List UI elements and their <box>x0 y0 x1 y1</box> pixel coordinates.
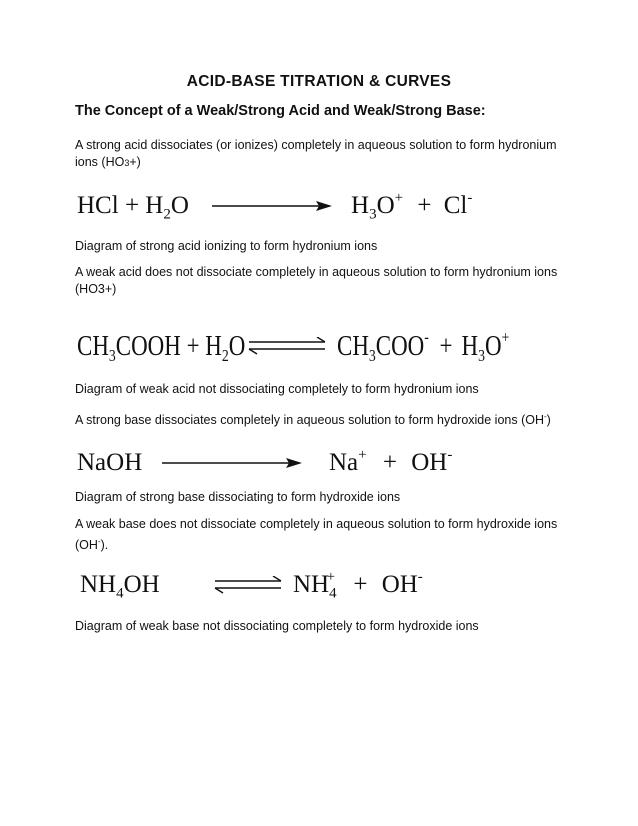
eq2-product-acetate: $CH_3COO^-$ <box>337 327 429 365</box>
forward-arrow-icon <box>212 198 332 214</box>
eq4-product-ammonium: $NH_4^+$ <box>293 568 337 602</box>
eq2-reactant-acetic-acid: $CH_3COOH$ <box>77 331 181 365</box>
strong-acid-caption: Diagram of strong acid ionizing to form hydronium ions <box>75 239 378 253</box>
eq4-product-hydroxide: OH- <box>381 568 423 598</box>
eq1-product-chloride: Cl- <box>443 189 473 219</box>
weak-base-caption: Diagram of weak base not dissociating completely to form hydroxide ions <box>75 619 479 633</box>
strong-base-description: A strong base dissociates completely in aqueous solution to form hydroxide ions (OH-) <box>75 412 551 428</box>
eq1-product-hydronium: $H_3O^+$ <box>351 189 404 223</box>
eq3-reactant-naoh: NaOH <box>77 449 143 476</box>
eq1-reactant-hcl: HCl <box>77 192 119 219</box>
weak-base-description: A weak base does not dissociate completely in aqueous solution to form hydroxide ions (OH-). <box>75 517 558 553</box>
page-title: ACID-BASE TITRATION & CURVES <box>186 73 452 90</box>
weak-acid-caption: Diagram of weak acid not dissociating completely to form hydronium ions <box>75 382 479 396</box>
weak-acid-description: A weak acid does not dissociate completely in aqueous solution to form hydronium ions (HO3+) <box>75 265 558 296</box>
forward-arrow-icon <box>162 455 302 471</box>
eq3-product-hydroxide: OH- <box>411 446 453 476</box>
eq2-reactant-water: $H_2O$ <box>205 331 246 365</box>
section-heading: The Concept of a Weak/Strong Acid and Weak/Strong Base: <box>75 103 486 119</box>
equilibrium-arrow-icon <box>213 576 283 594</box>
eq1-reactant-water: $H_2O$ <box>145 192 189 223</box>
eq4-reactant-ammonium-hydroxide: $NH_4OH$ <box>80 571 160 602</box>
equilibrium-arrow-icon <box>247 337 327 355</box>
eq2-product-hydronium: $H_3O^+$ <box>461 327 510 365</box>
strong-base-caption: Diagram of strong base dissociating to form hydroxide ions <box>75 490 401 504</box>
strong-acid-description: A strong acid dissociates (or ionizes) completely in aqueous solution to form hydronium ions (HO3+) <box>75 138 557 169</box>
eq3-product-sodium: Na+ <box>329 446 367 476</box>
